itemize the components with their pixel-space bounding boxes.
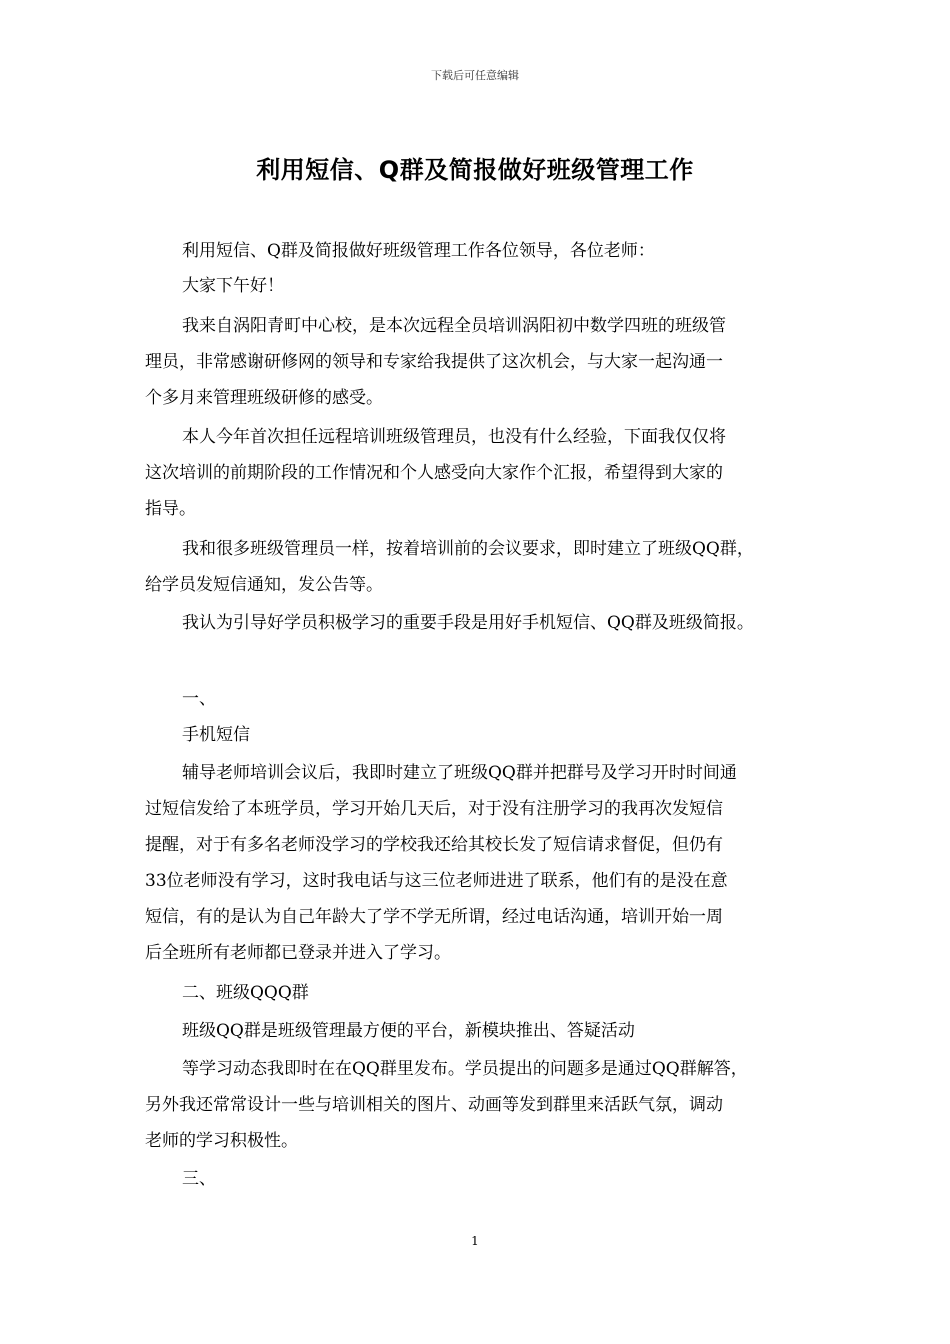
body-line: 指导。 bbox=[145, 499, 196, 519]
body-line: 我认为引导好学员积极学习的重要手段是用好手机短信、QQ群及班级简报。 bbox=[182, 613, 754, 633]
section-heading: 手机短信 bbox=[182, 725, 250, 745]
body-line: 33位老师没有学习，这时我电话与这三位老师进进了联系，他们有的是没在意 bbox=[145, 871, 728, 891]
body-line: 过短信发给了本班学员，学习开始几天后，对于没有注册学习的我再次发短信 bbox=[145, 799, 723, 819]
download-note: 下载后可任意编辑 bbox=[431, 69, 519, 82]
body-line: 这次培训的前期阶段的工作情况和个人感受向大家作个汇报，希望得到大家的 bbox=[145, 463, 723, 483]
body-line: 等学习动态我即时在在QQ群里发布。学员提出的问题多是通过QQ群解答， bbox=[182, 1059, 748, 1079]
section-heading: 一、 bbox=[182, 689, 216, 709]
body-line: 我和很多班级管理员一样，按着培训前的会议要求，即时建立了班级QQ群， bbox=[182, 539, 754, 559]
body-line: 个多月来管理班级研修的感受。 bbox=[145, 388, 383, 408]
body-line: 大家下午好！ bbox=[182, 276, 284, 296]
body-line: 后全班所有老师都已登录并进入了学习。 bbox=[145, 943, 451, 963]
page-number: 1 bbox=[471, 1234, 479, 1248]
body-line: 利用短信、Q群及简报做好班级管理工作各位领导，各位老师： bbox=[182, 241, 655, 261]
body-line: 本人今年首次担任远程培训班级管理员，也没有什么经验，下面我仅仅将 bbox=[182, 427, 726, 447]
body-line: 提醒，对于有多名老师没学习的学校我还给其校长发了短信请求督促，但仍有 bbox=[145, 835, 723, 855]
body-line: 辅导老师培训会议后，我即时建立了班级QQ群并把群号及学习开时时间通 bbox=[182, 763, 737, 783]
body-line: 理员，非常感谢研修网的领导和专家给我提供了这次机会，与大家一起沟通一 bbox=[145, 352, 723, 372]
body-line: 给学员发短信通知，发公告等。 bbox=[145, 575, 383, 595]
body-line: 另外我还常常设计一些与培训相关的图片、动画等发到群里来活跃气氛，调动 bbox=[145, 1095, 723, 1115]
section-heading: 三、 bbox=[182, 1169, 216, 1189]
body-line: 班级QQ群是班级管理最方便的平台，新模块推出、答疑活动 bbox=[182, 1021, 635, 1041]
section-heading: 二、班级QQQ群 bbox=[182, 983, 309, 1003]
body-line: 我来自涡阳青町中心校，是本次远程全员培训涡阳初中数学四班的班级管 bbox=[182, 316, 726, 336]
body-line: 老师的学习积极性。 bbox=[145, 1131, 298, 1151]
document-title: 利用短信、Q群及简报做好班级管理工作 bbox=[256, 156, 694, 184]
body-line: 短信，有的是认为自己年龄大了学不学无所谓，经过电话沟通，培训开始一周 bbox=[145, 907, 723, 927]
